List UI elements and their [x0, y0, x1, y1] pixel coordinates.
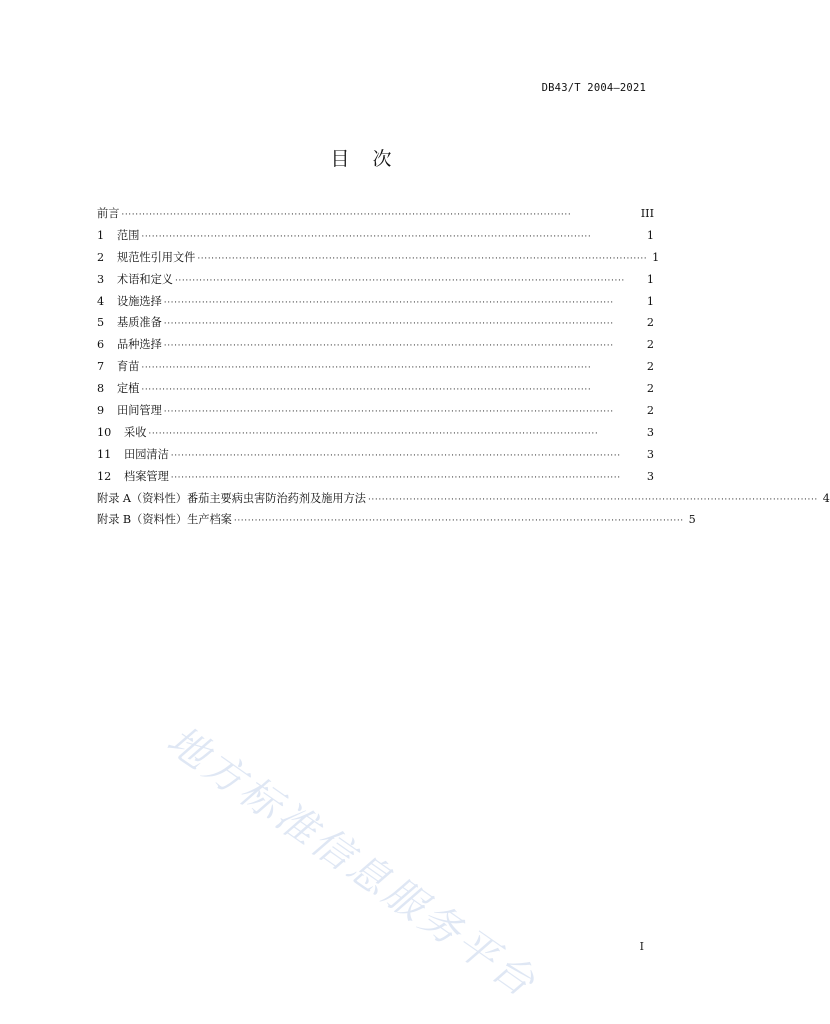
toc-leader-dots: ·································································································································· [121, 210, 572, 220]
toc-entry-text: 基质准备 [117, 316, 162, 330]
toc-entry-number: 12 [97, 469, 112, 483]
toc-entry-text: 育苗 [117, 360, 140, 374]
toc-entry-number: 8 [97, 382, 105, 396]
toc-page-number: III [640, 207, 654, 220]
toc-entry-text: 范围 [117, 228, 140, 242]
toc-entry-text: 生产档案 [187, 513, 232, 527]
watermark: 地方标准信息服务平台 [158, 717, 546, 1008]
toc-page-number: 4 [822, 491, 830, 505]
page-number: I [639, 940, 644, 953]
toc-leader-dots: ·································································································································· [163, 297, 614, 308]
toc-entry-7[interactable] [97, 356, 654, 378]
toc-entry-text: 田园清洁 [124, 447, 169, 461]
toc-entry-number: 7 [97, 360, 105, 374]
toc-entry-text: 品种选择 [117, 338, 162, 352]
toc-entry-number: 4 [97, 294, 105, 308]
toc-entry-1[interactable] [97, 225, 654, 247]
toc-entry-11[interactable] [97, 444, 654, 466]
toc-entry-text: 定植 [117, 382, 140, 396]
toc-entry-text: 术语和定义 [117, 272, 173, 286]
toc-leader-dots: ·································································································································· [148, 428, 599, 439]
toc-entry-number: 1 [97, 228, 105, 242]
document-code: DB43/T 2004—2021 [541, 82, 646, 94]
toc-page-number: 5 [688, 513, 696, 527]
toc-entry-text: 田间管理 [117, 404, 162, 418]
toc-page-number: 1 [646, 294, 654, 308]
toc-entry-4[interactable] [97, 291, 654, 313]
toc-entry-12[interactable] [97, 466, 654, 488]
toc-leader-dots: ·································································································································· [170, 450, 621, 461]
toc-page-number: 2 [646, 316, 654, 330]
toc-leader-dots: ·································································································································· [163, 407, 614, 418]
toc-appendix-label: 附录 A（资料性） [97, 491, 187, 505]
toc-appendix-label: 附录 B（资料性） [97, 513, 188, 527]
toc-entry-2[interactable] [97, 247, 660, 269]
toc-leader-dots: ·································································································································· [174, 275, 625, 286]
toc-page-number: 2 [646, 404, 654, 418]
toc-entry-number: 10 [97, 425, 112, 439]
toc-entry-foreword[interactable] [97, 203, 654, 225]
toc-entry-appendix-b[interactable] [97, 509, 696, 531]
toc-entry-3[interactable] [97, 269, 654, 291]
toc-entry-6[interactable] [97, 334, 654, 356]
toc-leader-dots: ·································································································································· [163, 319, 614, 330]
table-of-contents [97, 203, 830, 531]
toc-leader-dots: ·································································································································· [141, 231, 592, 242]
toc-page-number: 1 [652, 250, 660, 264]
toc-entry-text: 前言 [97, 207, 120, 220]
toc-entry-number: 5 [97, 316, 105, 330]
toc-entry-text: 规范性引用文件 [117, 250, 196, 264]
toc-title: 目 次 [330, 148, 394, 170]
toc-entry-9[interactable] [97, 400, 654, 422]
toc-page-number: 2 [646, 338, 654, 352]
toc-page-number: 2 [646, 382, 654, 396]
toc-leader-dots: ·································································································································· [170, 472, 621, 483]
toc-page-number: 3 [646, 447, 654, 461]
toc-entry-text: 番茄主要病虫害防治药剂及施用方法 [186, 491, 366, 505]
toc-entry-text: 采收 [124, 425, 147, 439]
toc-leader-dots: ·································································································································· [163, 341, 614, 352]
toc-entry-number: 9 [97, 404, 105, 418]
toc-page-number: 1 [646, 272, 654, 286]
toc-leader-dots: ·································································································································· [141, 363, 592, 374]
toc-entry-number: 3 [97, 272, 105, 286]
toc-entry-number: 11 [97, 447, 112, 461]
toc-leader-dots: ·································································································································· [233, 516, 684, 527]
toc-page-number: 3 [646, 425, 654, 439]
toc-entry-5[interactable] [97, 312, 654, 334]
toc-leader-dots: ·································································································································· [141, 385, 592, 396]
toc-entry-10[interactable] [97, 422, 654, 444]
toc-leader-dots: ·································································································································· [197, 253, 648, 264]
toc-entry-text: 档案管理 [124, 469, 169, 483]
toc-entry-number: 6 [97, 338, 105, 352]
toc-entry-8[interactable] [97, 378, 654, 400]
toc-entry-number: 2 [97, 250, 105, 264]
toc-entry-text: 设施选择 [117, 294, 162, 308]
toc-page-number: 2 [646, 360, 654, 374]
toc-page-number: 3 [646, 469, 654, 483]
toc-entry-appendix-a[interactable] [97, 488, 830, 510]
toc-leader-dots: ·································································································································· [367, 494, 818, 505]
toc-page-number: 1 [646, 228, 654, 242]
